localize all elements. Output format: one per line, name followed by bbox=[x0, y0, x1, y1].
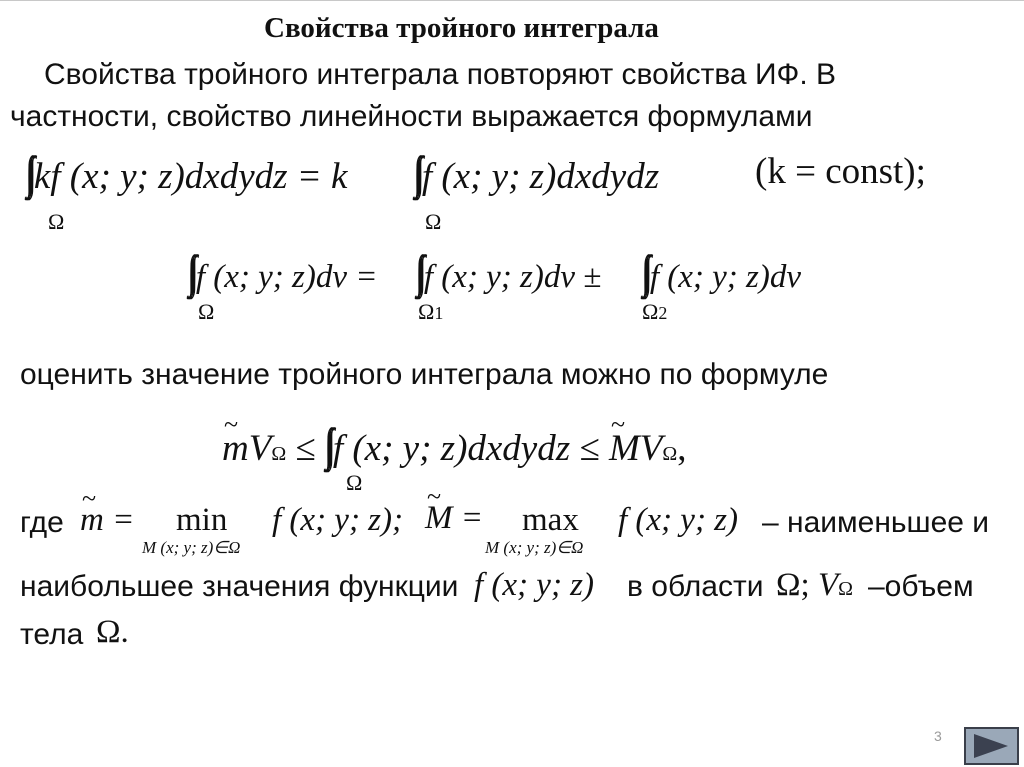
comma: , bbox=[677, 428, 687, 469]
estimate-text: оценить значение тройного интеграла можно по формуле bbox=[20, 358, 829, 391]
next-slide-button[interactable] bbox=[964, 727, 1019, 765]
triple-integral-symbol: ∫∫∫ bbox=[188, 246, 193, 297]
min-range: M (x; y; z)∈Ω bbox=[142, 538, 241, 557]
triple-integral-symbol: ∫∫∫ bbox=[416, 246, 421, 297]
leq-symbol: ≤ bbox=[295, 428, 316, 469]
in-region-text: в области bbox=[627, 570, 764, 603]
formula-linearity-1 bbox=[26, 146, 347, 199]
formula-text: f (x; y; z)dv = bbox=[195, 259, 378, 295]
M-tilde: ~ MV bbox=[609, 428, 662, 469]
formula-text: f (x; y; z)dxdydz ≤ bbox=[332, 428, 600, 469]
f-min: f (x; y; z); bbox=[272, 502, 404, 538]
page-number: 3 bbox=[934, 728, 942, 744]
formula-additivity bbox=[188, 245, 378, 298]
omega-sub: Ω bbox=[662, 443, 678, 465]
formula-linearity-1-right bbox=[414, 146, 659, 199]
m-definition: ~ m = bbox=[80, 502, 134, 539]
formula-text: f (x; y; z)dv bbox=[649, 259, 801, 295]
omega-subscript: Ω bbox=[48, 209, 65, 234]
omega-subscript: Ω bbox=[198, 299, 215, 324]
body-text: тела bbox=[20, 618, 84, 651]
omega-1-subscript: Ω1 bbox=[418, 299, 444, 324]
const-condition: (k = const); bbox=[755, 151, 926, 192]
omega-sub: Ω bbox=[271, 443, 287, 465]
intro-line-1: Свойства тройного интеграла повторяют свойства ИФ. В bbox=[44, 58, 836, 91]
triple-integral-symbol: ∫∫∫ bbox=[26, 147, 31, 198]
slide-title: Свойства тройного интеграла bbox=[264, 12, 659, 44]
tail-text: – наименьшее и bbox=[762, 506, 990, 539]
function-expr: f (x; y; z) bbox=[474, 567, 595, 603]
omega-2-subscript: Ω2 bbox=[642, 299, 668, 324]
formula-additivity-part1 bbox=[416, 245, 601, 298]
max-range: M (x; y; z)∈Ω bbox=[485, 538, 584, 557]
formula-additivity-part2 bbox=[642, 245, 801, 298]
omega-region: Ω; bbox=[776, 567, 810, 603]
volume-text: –объем bbox=[868, 570, 974, 603]
M-definition: ~ M = bbox=[425, 500, 483, 537]
volume-symbol: VΩ bbox=[818, 567, 854, 603]
formula-text: kf (x; y; z)dxdydz = k bbox=[33, 156, 348, 197]
m-tilde: ~ mV bbox=[222, 428, 271, 469]
next-arrow-icon bbox=[966, 729, 1017, 763]
where-word: где bbox=[20, 506, 64, 539]
intro-line-2: частности, свойство линейности выражается формулами bbox=[10, 100, 813, 133]
omega-subscript: Ω bbox=[425, 209, 442, 234]
f-max: f (x; y; z) bbox=[618, 502, 739, 538]
max-operator: max bbox=[522, 502, 579, 538]
min-operator: min bbox=[176, 502, 228, 538]
omega-subscript: Ω bbox=[346, 470, 363, 495]
formula-text: f (x; y; z)dv ± bbox=[423, 259, 602, 295]
formula-estimate bbox=[222, 418, 687, 471]
max-min-text: наибольшее значения функции bbox=[20, 570, 459, 603]
triple-integral-symbol: ∫∫∫ bbox=[325, 419, 330, 470]
triple-integral-symbol: ∫∫∫ bbox=[642, 246, 647, 297]
triple-integral-symbol: ∫∫∫ bbox=[414, 147, 419, 198]
omega-body: Ω. bbox=[96, 614, 129, 650]
formula-text: f (x; y; z)dxdydz bbox=[421, 156, 660, 197]
